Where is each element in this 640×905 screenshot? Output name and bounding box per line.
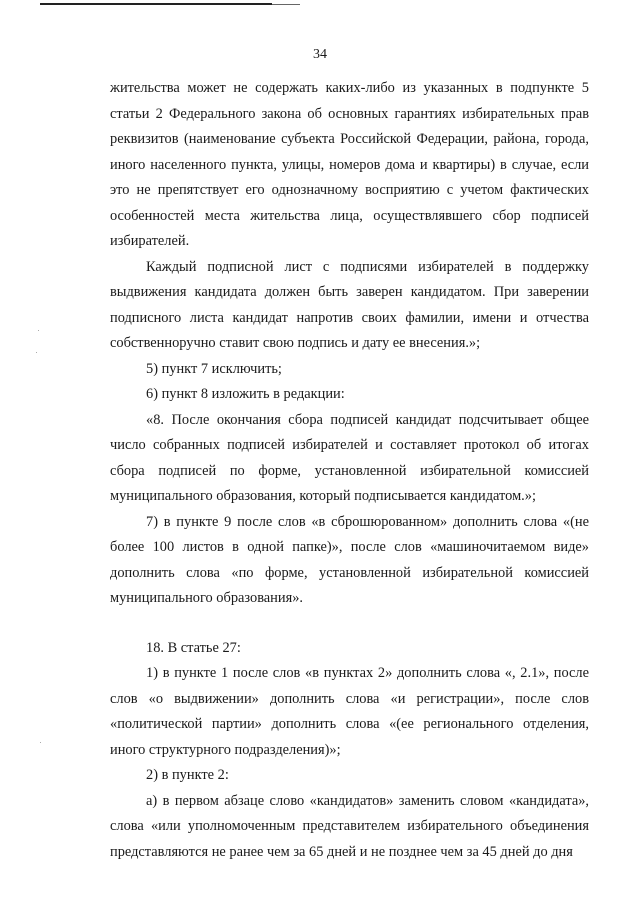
section-heading-18: 18. В статье 27: xyxy=(146,639,241,656)
paragraph-article27-item-2: 2) в пункте 2: xyxy=(146,767,229,783)
paragraph-signature-sheet: Каждый подписной лист с подписями избирателей в поддержку выдвижения кандидата должен быть заверен кандидатом. При заверении подписного листа кандидат напротив своих фамилии, имени и отчества собственноручно ставит свою подпись и дату ее внесения.»; xyxy=(110,258,589,351)
document-body xyxy=(110,76,589,865)
paragraph-item-6: 6) пункт 8 изложить в редакции: xyxy=(146,386,345,402)
paragraph-item-8-text: «8. После окончания сбора подписей кандидат подсчитывает общее число собранных подписей избирателей и составляет протокол об итогах сбора подписей по форме, установленной избирательной комиссией муниципального образования, который подписывается кандидатом.»; xyxy=(110,411,589,504)
paragraph-item-5: 5) пункт 7 исключить; xyxy=(146,360,282,377)
scan-speck xyxy=(36,352,37,353)
scan-speck xyxy=(38,330,39,331)
header-rule xyxy=(40,3,272,5)
paragraph-article27-item-1: 1) в пункте 1 после слов «в пунктах 2» дополнить слова «, 2.1», после слов «о выдвижении» дополнить слова «и регистрации», после слов «политической партии» дополнить слова «(ее регионального отделения, иного структурного подразделения)»; xyxy=(110,665,589,758)
scan-speck xyxy=(40,742,41,743)
paragraph-item-7: 7) в пункте 9 после слов «в сброшюрованном» дополнить слова «(не более 100 листов в одной папке)», после слов «машиночитаемом виде» дополнить слова «по форме, установленной избирательной комиссией муниципального образования». xyxy=(110,513,589,606)
header-rule-tail xyxy=(272,4,300,5)
paragraph-article27-item-2a: а) в первом абзаце слово «кандидатов» заменить словом «кандидата», слова «или уполномоченным представителем избирательного объединения представляются не ранее чем за 65 дней и не позднее чем за 45 дней до дня xyxy=(110,792,589,860)
page-number: 34 xyxy=(313,47,327,62)
paragraph-continuation: жительства может не содержать каких-либо из указанных в подпункте 5 статьи 2 Федерального закона об основных гарантиях избирательных прав реквизитов (наименование субъекта Российской Федерации, района, города, иного населенного пункта, улицы, номеров дома и квартиры) в случае, если это не препятствует его однозначному восприятию с учетом фактических особенностей места жительства лица, осуществлявшего сбор подписей избирателей. xyxy=(110,80,589,249)
